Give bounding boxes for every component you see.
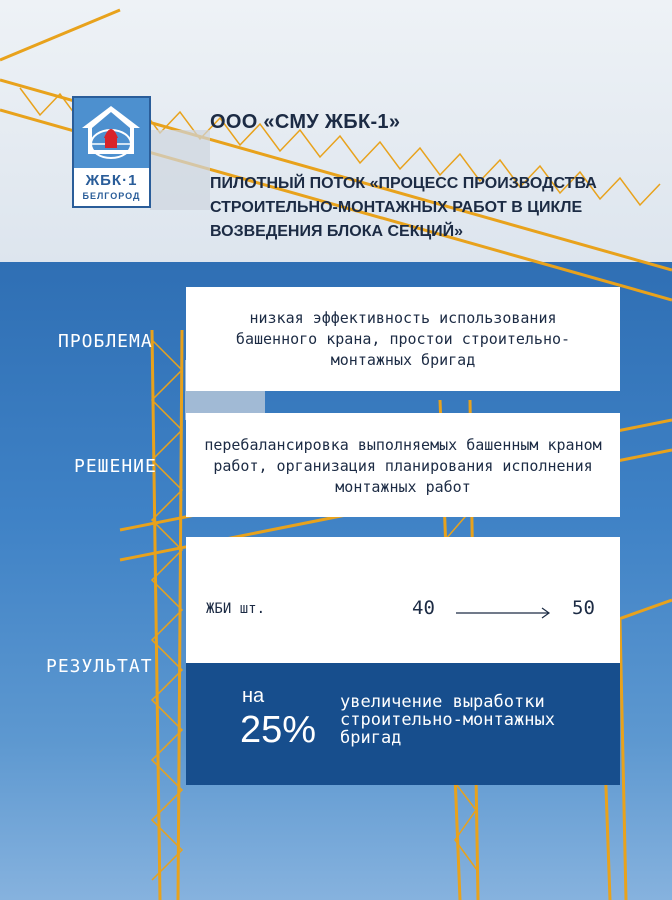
problem-label: ПРОБЛЕМА (58, 331, 153, 352)
organization-name: ООО «СМУ ЖБК-1» (210, 111, 401, 133)
percent-value: 25% (240, 709, 317, 751)
problem-box (186, 287, 620, 391)
arrow-right-icon (456, 607, 552, 619)
solution-text: перебалансировка выполняемых башенным краном работ, организация планирования исполнения монтажных работ (204, 436, 602, 496)
result-percent-box (186, 663, 620, 785)
metric-label: ЖБИ шт. (206, 601, 266, 617)
result-label: РЕЗУЛЬТАТ (46, 656, 153, 677)
result-metric-box (186, 537, 620, 663)
company-logo (72, 96, 151, 208)
logo-city: БЕЛГОРОД (82, 191, 141, 201)
percent-prefix: на (242, 685, 265, 707)
logo-name: ЖБК·1 (85, 172, 138, 189)
pilot-title: ПИЛОТНЫЙ ПОТОК «ПРОЦЕСС ПРОИЗВОДСТВА СТРОИТЕЛЬНО-МОНТАЖНЫХ РАБОТ В ЦИКЛЕ ВОЗВЕДЕНИЯ БЛОКА СЕКЦИЙ» (210, 175, 597, 240)
solution-label: РЕШЕНИЕ (74, 456, 157, 477)
percent-description: увеличение выработки строительно-монтажных бригад (340, 692, 555, 748)
metric-from-value: 40 (412, 597, 435, 619)
solution-box (186, 413, 620, 517)
metric-to-value: 50 (572, 597, 595, 619)
house-globe-icon (74, 98, 149, 168)
logo-emblem (74, 98, 149, 168)
problem-text: низкая эффективность использования башенного крана, простои строительно-монтажных бригад (235, 309, 571, 369)
